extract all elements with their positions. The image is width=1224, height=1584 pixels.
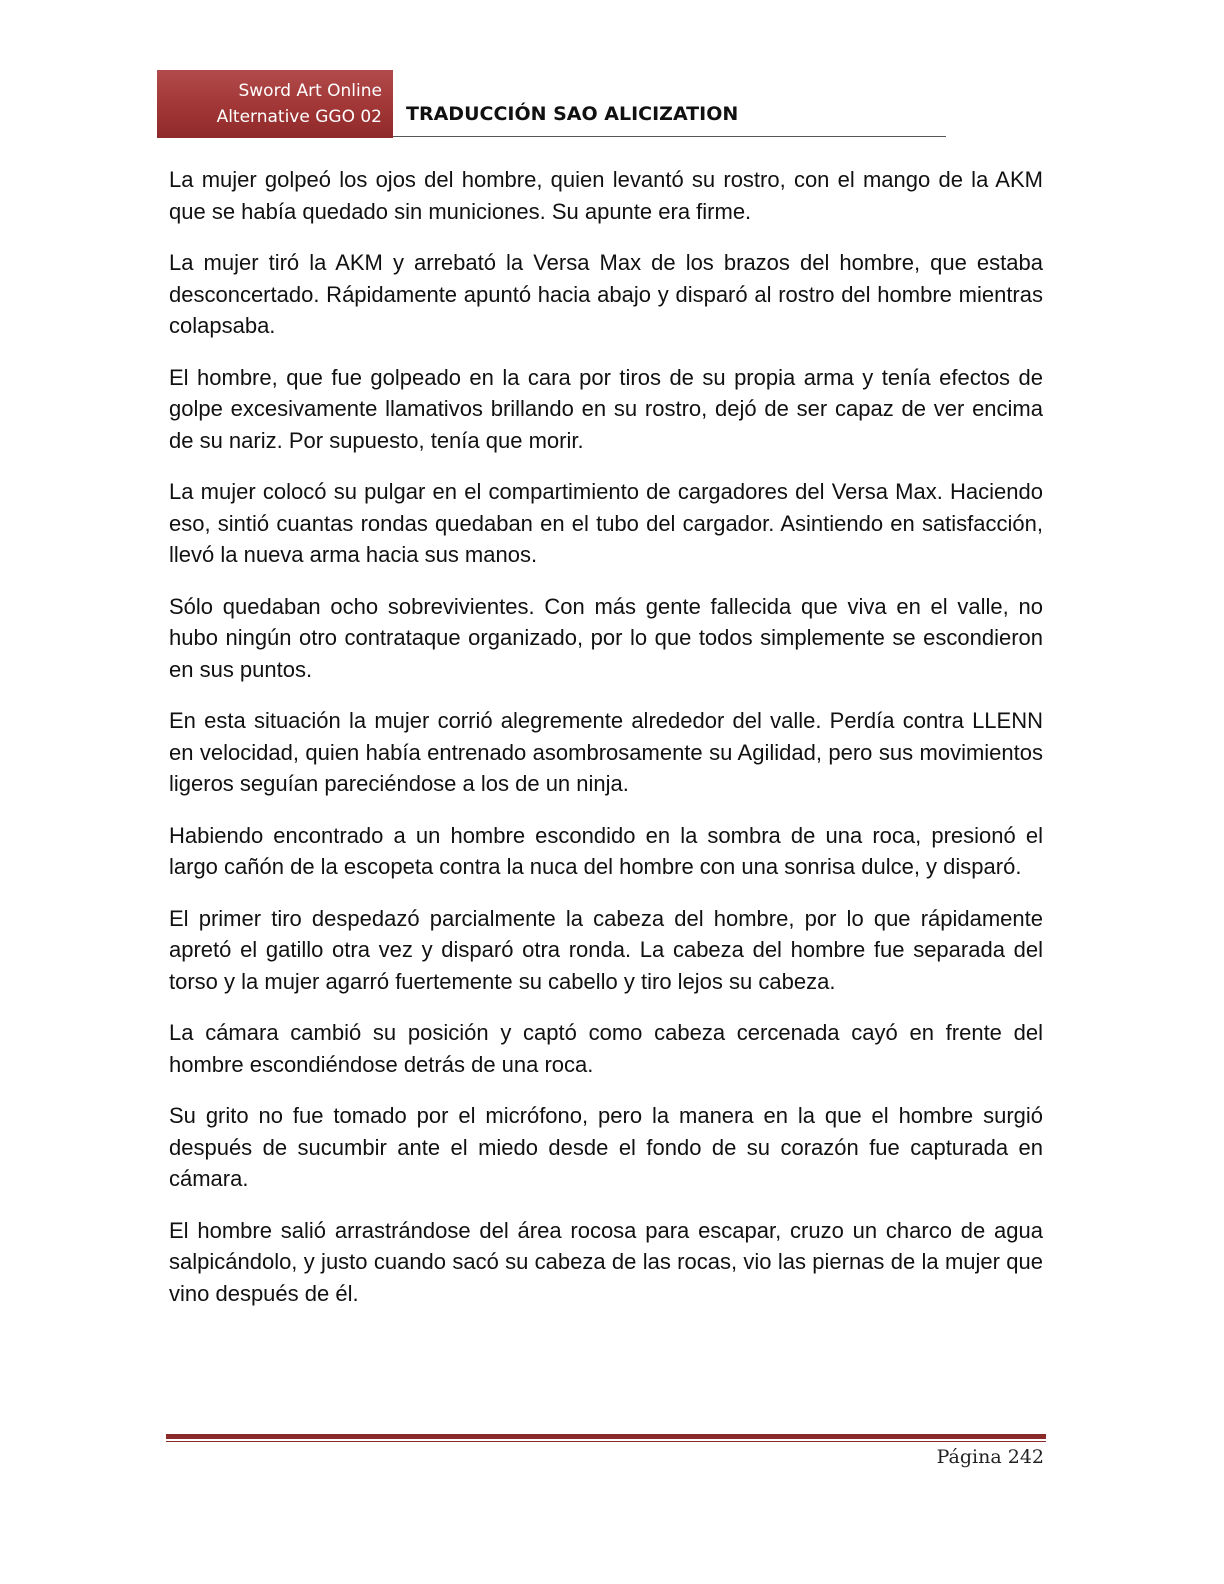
paragraph: En esta situación la mujer corrió alegremente alrededor del valle. Perdía contra LLENN en velocidad, quien había entrenado asombrosamente su Agilidad, pero sus movimientos ligeros seguían pareciéndose a los de un ninja. bbox=[169, 708, 1043, 796]
paragraph: Su grito no fue tomado por el micrófono, pero la manera en la que el hombre surgió después de sucumbir ante el miedo desde el fondo de su corazón fue capturada en cámara. bbox=[169, 1103, 1043, 1191]
page-number: Página 242 bbox=[936, 1446, 1044, 1468]
paragraph: El hombre, que fue golpeado en la cara por tiros de su propia arma y tenía efectos de golpe excesivamente llamativos brillando en su rostro, dejó de ser capaz de ver encima de su nariz. Por supuesto, tenía que morir. bbox=[169, 364, 1043, 453]
header-divider bbox=[393, 136, 946, 137]
header-series-badge bbox=[157, 70, 393, 138]
header-series-line2: Alternative GGO 02 bbox=[216, 107, 382, 127]
paragraph: Sólo quedaban ocho sobrevivientes. Con más gente fallecida que viva en el valle, no hubo ningún otro contrataque organizado, por lo que todos simplemente se escondieron en sus puntos. bbox=[169, 593, 1043, 682]
paragraph: La mujer golpeó los ojos del hombre, quien levantó su rostro, con el mango de la AKM que se había quedado sin municiones. Su apunte era firme. bbox=[169, 167, 1043, 224]
header-title: TRADUCCIÓN SAO ALICIZATION bbox=[406, 103, 739, 125]
footer-divider-thin bbox=[166, 1441, 1046, 1442]
header-series-line1: Sword Art Online bbox=[238, 81, 382, 101]
footer-divider-thick bbox=[166, 1434, 1046, 1439]
paragraph: Habiendo encontrado a un hombre escondido en la sombra de una roca, presionó el largo cañón de la escopeta contra la nuca del hombre con una sonrisa dulce, y disparó. bbox=[169, 822, 1043, 879]
paragraph: El primer tiro despedazó parcialmente la cabeza del hombre, por lo que rápidamente apretó el gatillo otra vez y disparó otra ronda. La cabeza del hombre fue separada del torso y la mujer agarró fuertemente su cabello y tiro lejos su cabeza. bbox=[169, 905, 1043, 994]
page-body bbox=[169, 164, 1043, 1329]
paragraph: La mujer tiró la AKM y arrebató la Versa Max de los brazos del hombre, que estaba desconcertado. Rápidamente apuntó hacia abajo y disparó al rostro del hombre mientras colapsaba. bbox=[169, 250, 1043, 338]
paragraph: La mujer colocó su pulgar en el compartimiento de cargadores del Versa Max. Haciendo eso, sintió cuantas rondas quedaban en el tubo del cargador. Asintiendo en satisfacción, llevó la nueva arma hacia sus manos. bbox=[169, 479, 1043, 567]
paragraph: El hombre salió arrastrándose del área rocosa para escapar, cruzo un charco de agua salpicándolo, y justo cuando sacó su cabeza de las rocas, vio las piernas de la mujer que vino después de él. bbox=[169, 1217, 1043, 1306]
paragraph: La cámara cambió su posición y captó como cabeza cercenada cayó en frente del hombre escondiéndose detrás de una roca. bbox=[169, 1020, 1043, 1077]
